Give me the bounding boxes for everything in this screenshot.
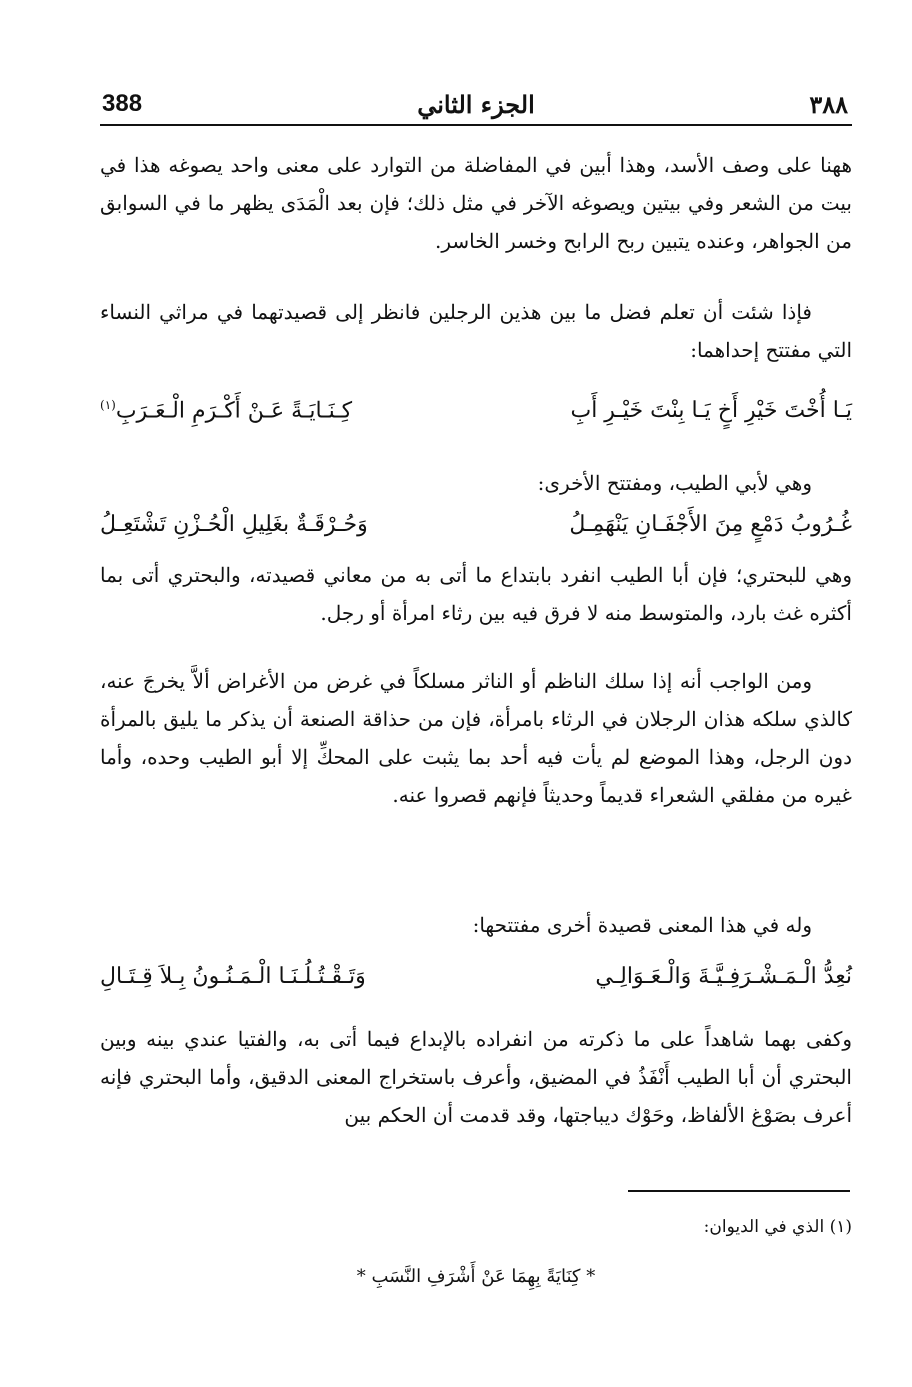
verse-1-second-hemistich-text: كِـنَـايَـةً عَـنْ أَكْـرَمِ الْـعَـرَبِ	[115, 398, 353, 424]
verse-3-first-hemistich: نُعِدُّ الْـمَـشْـرَفِـيَّـةَ وَالْـعَـوَالِـي	[595, 964, 852, 989]
footnote-verse: * كِنَايَةً بِهِمَا عَنْ أَشْرَفِ النَّسَبِ *	[356, 1266, 596, 1287]
page-title: الجزء الثاني	[417, 90, 535, 119]
paragraph-1: ههنا على وصف الأسد، وهذا أبين في المفاضلة من التوارد على معنى واحد يصوغه هذا في بيت من الشعر وفي بيتين ويصوغه الآخر في مثل ذلك؛ فإن بعد الْمَدَى يظهر ما في السوابق من الجواهر، وعنده يتبين ربح الرابح وخسر الخاسر.	[100, 153, 852, 253]
footnote-divider	[628, 1190, 850, 1192]
verse-3	[100, 964, 852, 1008]
paragraph-7: وكفى بهما شاهداً على ما ذكرته من انفراده بالإبداع فيما أتى به، والفتيا عندي بينه وبين البحتري أن أبا الطيب أَنْفَذُ في المضيق، وأعرف باستخراج المعنى الدقيق، وأما البحتري فإنه أعرف بصَوْغ الألفاظ، وحَوْك ديباجتها، وقد قدمت أن الحكم بين	[100, 1027, 852, 1127]
verse-2	[100, 512, 852, 556]
paragraph-5	[100, 662, 852, 814]
paragraph-5-text: ومن الواجب أنه إذا سلك الناظم أو الناثر مسلكاً في غرض من الأغراض ألاَّ يخرجَ عنه، كالذي سلكه هذان الرجلان في الرثاء بامرأة، فإن من حذاقة الصنعة أن يذكر ما يليق بالمرأة دون الرجل، وهذا الموضع لم يأت فيه أحد بما يثبت على المحكِّ إلا أبو الطيب وحده، وأما غيره من مفلقي الشعراء قديماً وحديثاً فإنهم قصروا عنه.	[100, 669, 852, 807]
verse-2-first-hemistich: غُـرُوبُ دَمْعٍ مِنَ الأَجْفَـانِ يَنْهَمِـلُ	[569, 512, 852, 537]
verse-3-second-hemistich: وَتَـقْـتُـلُـنَـا الْـمَـنُـونُ بِـلاَ قِـتَـالِ	[100, 964, 366, 989]
page-number-arabic: ٣٨٨	[809, 90, 848, 119]
page-number-latin: 388	[102, 90, 143, 117]
footnote-marker[interactable]: (١)	[100, 398, 116, 412]
paragraph-3-text: وهي لأبي الطيب، ومفتتح الأخرى:	[537, 471, 812, 495]
paragraph-2	[100, 293, 852, 369]
footnote-text: (١) الذي في الديوان:	[703, 1217, 852, 1237]
verse-1-second-hemistich	[100, 398, 352, 423]
verse-1-first-hemistich: يَـا أُخْتَ خَيْرِ أَخٍ يَـا بِنْتَ خَيْـرِ أَبِ	[570, 398, 852, 423]
verse-1	[100, 398, 852, 442]
verse-2-second-hemistich: وَحُـرْقَـةٌ بغَلِيلِ الْحُـزْنِ تَشْتَعِـلُ	[100, 512, 368, 537]
paragraph-6-text: وله في هذا المعنى قصيدة أخرى مفتتحها:	[472, 913, 812, 937]
paragraph-3	[100, 464, 852, 502]
paragraph-4: وهي للبحتري؛ فإن أبا الطيب انفرد بابتداع ما أتى به من معاني قصيدته، والبحتري أتى بما أكثره غث بارد، والمتوسط منه لا فرق فيه بين رثاء امرأة أو رجل.	[100, 563, 852, 625]
paragraph-6	[100, 906, 852, 944]
paragraph-2-text: فإذا شئت أن تعلم فضل ما بين هذين الرجلين فانظر إلى قصيدتهما في مراثي النساء التي مفتتح إحداهما:	[100, 300, 852, 362]
page-header	[100, 88, 852, 126]
